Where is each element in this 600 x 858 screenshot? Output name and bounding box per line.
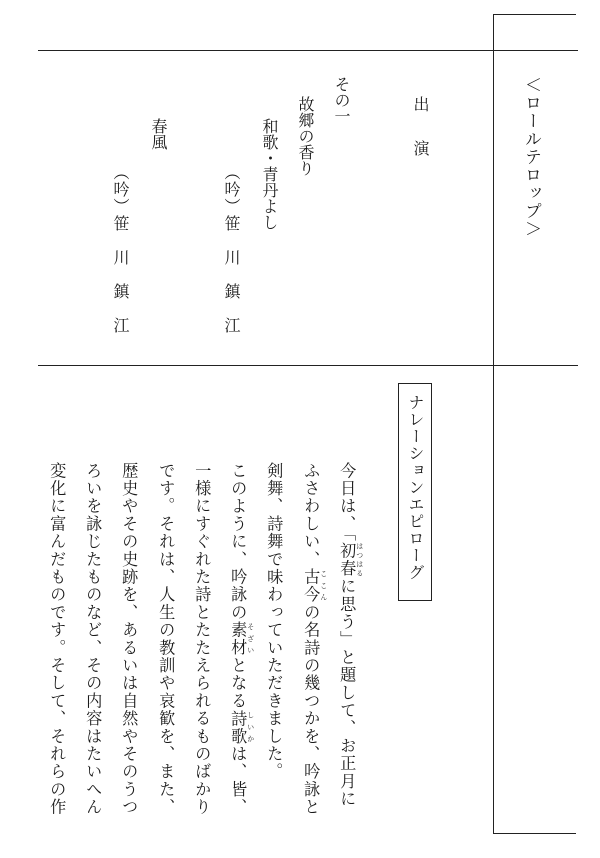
narration-line: 剣舞、詩舞で味わっていただきました。 — [264, 462, 284, 781]
part2-performer: （吟）笹 川 鎮 江 — [111, 164, 130, 334]
middle-rule — [38, 365, 578, 366]
credits-heading: 出 演 — [411, 96, 430, 162]
narration-line: 歴史やその史跡を、あるいは自然やそのうつ — [119, 462, 139, 816]
part2-title: 春風 — [149, 118, 168, 150]
narration-line: 変化に富んだものです。そして、それらの作 — [47, 462, 67, 816]
ruby-sozai: そざい — [246, 621, 255, 657]
narration-heading-box — [398, 383, 432, 601]
part1-piece: 和歌・青丹よし — [260, 118, 279, 230]
narration-heading: ナレーションエピローグ — [406, 394, 425, 581]
narration-line: このように、吟詠の素材 そざいとなる詩歌 しいかは、皆、 — [228, 462, 255, 817]
ruby-shiika: しいか — [246, 709, 255, 746]
part1-title: 故郷の香り — [296, 96, 315, 176]
part1-performer: （吟）笹 川 鎮 江 — [222, 164, 241, 334]
narration-line: です。それは、人生の教訓や哀歓を、また、 — [156, 462, 176, 816]
narration-line: 一様にすぐれた詩とたたえられるものばかり — [192, 462, 212, 816]
part1-label: その一 — [332, 76, 351, 124]
narration-line: ろいを詠じたものなど、その内容はたいへん — [83, 462, 103, 816]
ruby-kokon: ここん — [319, 568, 328, 604]
narration-line: 今日は、「初春 はつはるに思う」と題して、お正月に — [337, 462, 364, 808]
ruby-hatsuharu: はつはる — [355, 542, 364, 578]
top-rule — [38, 50, 578, 51]
narration-line: ふさわしい、古今 ここんの名詩の幾つかを、吟詠と — [301, 462, 328, 817]
roll-telop-label: ＜ロールテロップ＞ — [521, 76, 541, 238]
